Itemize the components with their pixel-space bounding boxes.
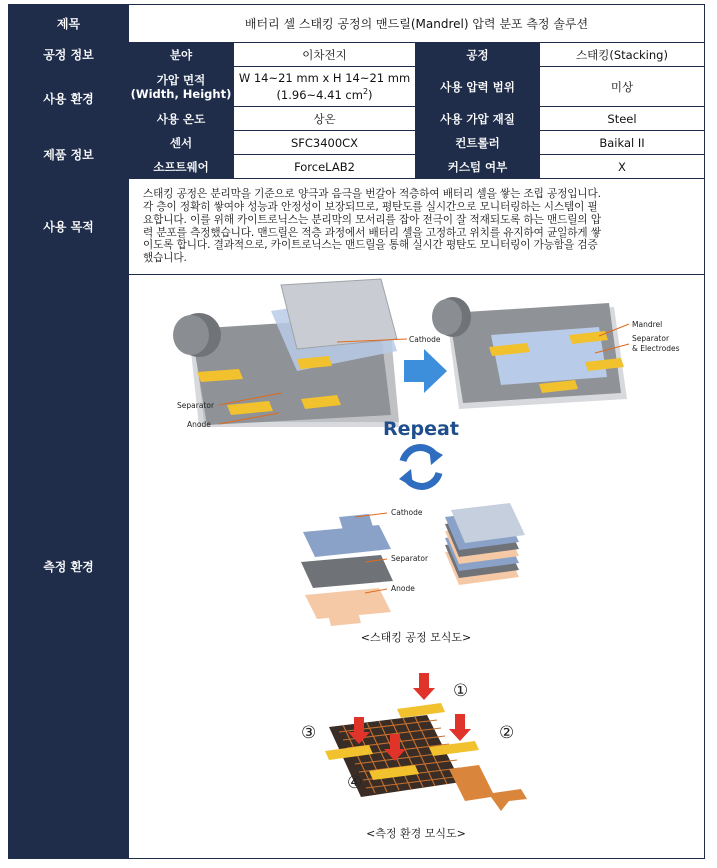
marker-1: ① [453,680,469,701]
controller-value: Baikal II [540,131,705,155]
stack-label-cathode: Cathode [391,507,423,517]
process-arrow-icon [404,349,447,393]
process-info-label: 공정 정보 [9,43,129,67]
custom-label: 커스텀 여부 [416,155,540,179]
sensor-value: SFC3400CX [234,131,416,155]
top-plate [281,279,397,349]
process-value: 스태킹(Stacking) [540,43,705,67]
label-mandrel: Mandrel [632,319,663,329]
purpose-text [129,179,705,275]
label-anode-left: Anode [187,419,211,429]
exploded-stack [301,508,429,626]
purpose-line: 스태킹 공정은 분리막을 기준으로 양극과 음극을 번갈아 적층하여 배터리 셀을 쌓는 조립 공정입니다. [143,188,601,201]
title-label: 제목 [9,5,129,43]
label-cathode-left: Cathode [409,334,441,344]
process-label: 공정 [416,43,540,67]
area-label-line1: 가압 면적 [156,72,206,87]
software-label: 소프트웨어 [129,155,234,179]
spec-sheet [8,4,705,859]
product-info-label: 제품 정보 [9,131,129,179]
stacking-caption: <스태킹 공정 모식도> [360,630,472,644]
stack-label-separator: Separator [391,553,429,563]
measurement-figure-cell [129,275,705,859]
pressure-range-label: 사용 압력 범위 [416,67,540,107]
spec-table [8,4,705,859]
area-value [234,67,416,107]
controller-label: 컨트롤러 [416,131,540,155]
area-label [129,67,234,107]
material-label: 사용 가압 재질 [416,107,540,131]
environment-label: 사용 환경 [9,67,129,131]
pressure-range-value: 미상 [540,67,705,107]
purpose-line: 각 층이 정확히 쌓여야 성능과 안정성이 보장되므로, 평탄도를 실시간으로 모니터링하는 시스템이 필 [143,201,598,214]
left-assembly [173,279,441,429]
marker-4: ④ [347,772,363,793]
material-value: Steel [540,107,705,131]
area-label-line2: (Width, Height) [130,86,232,101]
measurement-label: 측정 환경 [9,275,129,859]
repeat-label: Repeat [383,417,459,440]
marker-2: ② [499,722,515,743]
temp-label: 사용 온도 [129,107,234,131]
repeat-cycle-icon [399,447,443,487]
purpose-line: 요합니다. 이를 위해 카이트로닉스는 분리막의 모서리를 잡아 전극이 잘 적재되도록 하는 맨드릴의 압 [143,213,601,226]
label-electrodes-right: & Electrodes [632,343,680,353]
temp-value: 상온 [234,107,416,131]
sensor-diagram [301,673,527,811]
right-assembly [432,297,680,409]
custom-value: X [540,155,705,179]
pressure-arrow-icon [413,673,435,700]
software-value: ForceLAB2 [234,155,416,179]
stack-label-anode: Anode [391,583,415,593]
purpose-line: 했습니다. [143,251,187,264]
purpose-line: 력 분포를 측정했습니다. 맨드릴은 적층 과정에서 배터리 셀을 고정하고 위치를 유지하여 균일하게 쌓 [143,226,601,239]
purpose-line: 이도록 합니다. 결과적으로, 카이트로닉스는 맨드릴을 통해 실시간 평탄도 모니터링이 가능함을 검증 [143,239,598,252]
sensor-label: 센서 [129,131,234,155]
pressure-arrow-icon [449,714,471,741]
assembled-stack [445,503,525,585]
area-value-line2: (1.96~4.41 $cm^2$) [276,87,373,102]
sensor-tail [449,765,527,811]
purpose-label: 사용 목적 [9,179,129,275]
cathode-layer [303,525,391,557]
field-value: 이차전지 [234,43,416,67]
title-value: 배터리 셀 스태킹 공정의 맨드릴(Mandrel) 압력 분포 측정 솔루션 [129,5,705,43]
area-value-line1: W 14~21 mm x H 14~21 mm [238,71,411,86]
measurement-caption: <측정 환경 모식도> [366,826,466,840]
marker-3: ③ [301,722,317,743]
stacking-diagram [129,277,703,857]
field-label: 분야 [129,43,234,67]
label-separator-left: Separator [177,400,215,410]
label-separator-right: Separator [632,333,670,343]
